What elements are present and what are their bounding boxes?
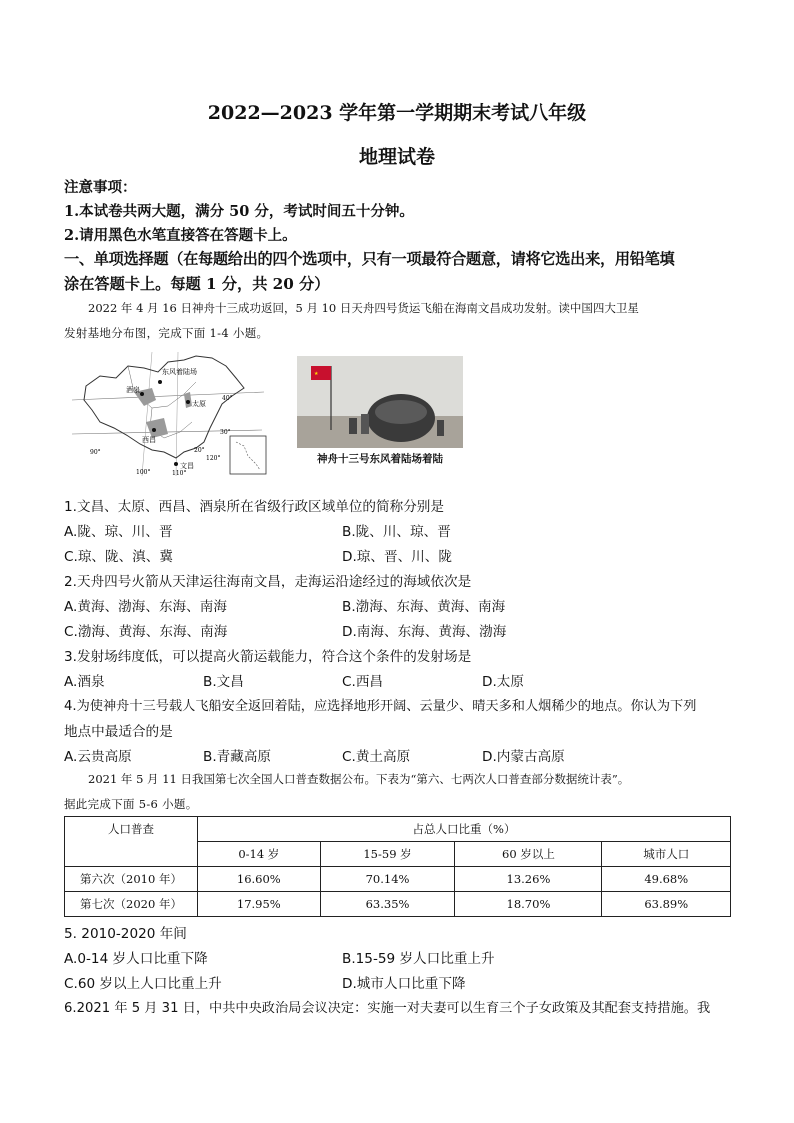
q5-option-c: C.60 岁以上人口比重上升 bbox=[64, 976, 222, 992]
table-column-header: 0-14 岁 bbox=[198, 842, 321, 867]
site-marker bbox=[152, 428, 156, 432]
table-cell: 18.70% bbox=[455, 892, 602, 917]
label-dongfeng: 东风着陆场 bbox=[162, 368, 197, 376]
question-3-stem: 3.发射场纬度低，可以提高火箭运载能力，符合这个条件的发射场是 bbox=[64, 649, 472, 665]
table-row-label: 第七次（2020 年） bbox=[65, 892, 198, 917]
notes-heading: 注意事项： bbox=[64, 179, 137, 196]
landing-photo bbox=[297, 356, 463, 468]
question-1-stem: 1.文昌、太原、西昌、酒泉所在省级行政区域单位的简称分别是 bbox=[64, 499, 444, 515]
q2-option-b: B.渤海、东海、黄海、南海 bbox=[342, 599, 506, 615]
lon-label: 100° bbox=[136, 469, 151, 476]
q1-option-b: B.陇、川、琼、晋 bbox=[342, 524, 451, 540]
table-cell: 49.68% bbox=[602, 867, 731, 892]
table-column-header: 15-59 岁 bbox=[320, 842, 455, 867]
intro-text: 2021 年 5 月 11 日我国第七次全国人口普查数据公布。下表为“第六、七两次人口普查部分数据统计表”。 bbox=[88, 772, 630, 786]
table-cell: 63.89% bbox=[602, 892, 731, 917]
question-5-stem: 5. 2010-2020 年间 bbox=[64, 926, 187, 942]
intro-text: 2022 年 4 月 16 日神舟十三成功返回，5 月 10 日天舟四号货运飞船在海南文昌成功发射。读中国四大卫星 bbox=[88, 301, 639, 315]
label-taiyuan: 太原 bbox=[192, 400, 206, 408]
section-heading: 一、单项选择题（在每题给出的四个选项中，只有一项最符合题意，请将它选出来，用铅笔填 bbox=[64, 250, 675, 268]
q3-option-c: C.西昌 bbox=[342, 674, 384, 690]
label-xichang: 西昌 bbox=[142, 436, 156, 444]
table-cell: 17.95% bbox=[198, 892, 321, 917]
exam-subtitle: 地理试卷 bbox=[358, 146, 435, 168]
person bbox=[349, 418, 357, 434]
table-column-header: 城市人口 bbox=[602, 842, 731, 867]
table-cell: 16.60% bbox=[198, 867, 321, 892]
question-4-stem-cont: 地点中最适合的是 bbox=[64, 724, 173, 740]
table-header-cell: 人口普查 bbox=[65, 817, 198, 867]
q4-option-a: A.云贵高原 bbox=[64, 749, 132, 765]
table-cell: 70.14% bbox=[320, 867, 455, 892]
q4-option-b: B.青藏高原 bbox=[203, 749, 272, 765]
table-column-header: 60 岁以上 bbox=[455, 842, 602, 867]
lon-label: 110° bbox=[172, 470, 187, 476]
q4-option-c: C.黄土高原 bbox=[342, 749, 411, 765]
question-6-stem: 6.2021 年 5 月 31 日，中共中央政治局会议决定：实施一对夫妻可以生育三个子女政策及其配套支持措施。我 bbox=[64, 1001, 711, 1016]
q3-option-a: A.酒泉 bbox=[64, 674, 105, 690]
lat-label: 30° bbox=[220, 429, 231, 436]
site-marker bbox=[158, 380, 162, 384]
q5-option-d: D.城市人口比重下降 bbox=[342, 976, 466, 992]
section-heading-cont: 涂在答题卡上。每题 1 分，共 20 分） bbox=[64, 275, 330, 293]
question-4-stem: 4.为使神舟十三号载人飞船安全返回着陆，应选择地形开阔、云量少、晴天多和人烟稀少的地点。你认为下列 bbox=[64, 699, 697, 714]
q1-option-a: A.陇、琼、川、晋 bbox=[64, 524, 173, 540]
q2-option-a: A.黄海、渤海、东海、南海 bbox=[64, 599, 227, 615]
lat-label: 20° bbox=[194, 447, 205, 454]
site-marker bbox=[140, 392, 144, 396]
table-header-group: 占总人口比重（%） bbox=[198, 817, 731, 842]
lon-label: 90° bbox=[90, 449, 101, 456]
intro-text: 据此完成下面 5-6 小题。 bbox=[64, 797, 198, 811]
table-row bbox=[65, 867, 731, 892]
table-cell: 63.35% bbox=[320, 892, 455, 917]
q5-option-a: A.0-14 岁人口比重下降 bbox=[64, 951, 208, 967]
q1-option-d: D.琼、晋、川、陇 bbox=[342, 549, 452, 565]
note-item: 1.本试卷共两大题，满分 50 分，考试时间五十分钟。 bbox=[64, 203, 414, 220]
q2-option-d: D.南海、东海、黄海、渤海 bbox=[342, 624, 507, 640]
photo-caption: 神舟十三号东风着陆场着陆 bbox=[317, 453, 443, 465]
flag-star-icon: ★ bbox=[314, 371, 319, 377]
site-marker bbox=[186, 400, 190, 404]
table-header-row bbox=[65, 817, 731, 842]
intro-text: 发射基地分布图，完成下面 1-4 小题。 bbox=[64, 326, 269, 340]
q1-option-c: C.琼、陇、滇、冀 bbox=[64, 549, 173, 565]
label-wenchang: 文昌 bbox=[180, 462, 194, 470]
person bbox=[437, 420, 444, 436]
table-row-label: 第六次（2010 年） bbox=[65, 867, 198, 892]
exam-title: 2022—2023 学年第一学期期末考试八年级 bbox=[207, 102, 587, 124]
table-row bbox=[65, 892, 731, 917]
q4-option-d: D.内蒙古高原 bbox=[482, 749, 565, 765]
q2-option-c: C.渤海、黄海、东海、南海 bbox=[64, 624, 228, 640]
q5-option-b: B.15-59 岁人口比重上升 bbox=[342, 951, 495, 967]
lat-label: 40° bbox=[222, 395, 233, 402]
lon-label: 120° bbox=[206, 455, 221, 462]
q3-option-b: B.文昌 bbox=[203, 674, 244, 690]
person bbox=[361, 414, 369, 434]
table-cell: 13.26% bbox=[455, 867, 602, 892]
census-table bbox=[64, 816, 731, 917]
capsule-top bbox=[375, 400, 427, 424]
question-2-stem: 2.天舟四号火箭从天津运往海南文昌，走海运沿途经过的海域依次是 bbox=[64, 574, 472, 590]
label-jiuquan: 酒泉 bbox=[126, 386, 140, 394]
south-sea-inset bbox=[230, 436, 266, 474]
note-item: 2.请用黑色水笔直接答在答题卡上。 bbox=[64, 227, 297, 244]
site-marker bbox=[174, 462, 178, 466]
q3-option-d: D.太原 bbox=[482, 674, 524, 690]
launch-site-map bbox=[72, 352, 272, 476]
